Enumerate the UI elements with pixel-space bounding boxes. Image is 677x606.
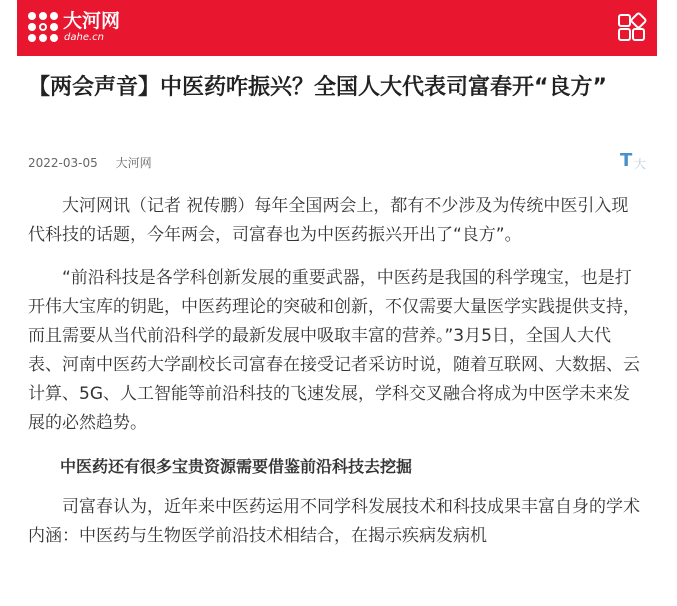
logo-wordmark — [63, 10, 133, 44]
article-date: 2022-03-05 — [28, 156, 98, 170]
article-paragraph: 大河网讯（记者 祝传鹏）每年全国两会上，都有不少涉及为传统中医引入现代科技的话题，今年两会，司富春也为中医药振兴开出了“良方”。 — [28, 196, 629, 245]
article-subheading: 中医药还有很多宝贵资源需要借鉴前沿科技去挖掘 — [60, 457, 413, 476]
font-toggle-small: 大 — [634, 157, 647, 171]
article-title: 【两会声音】中医药咋振兴？全国人大代表司富春开“良方” — [28, 75, 607, 100]
logo-dots-icon — [28, 12, 58, 42]
grid-menu-icon[interactable] — [618, 14, 645, 41]
article-paragraph: “前沿科技是各学科创新发展的重要武器，中医药是我国的科学瑰宝，也是打开伟大宝库的钥匙，中医药理论的突破和创新，不仅需要大量医学实践提供支持，而且需要从当代前沿科学的最新发展中吸取丰富的营养。”3月5日，全国人大代表、河南中医药大学副校长司富春在接受记者采访时说，随着互联网、大数据、云计算、5G、人工智能等前沿科技的飞速发展，学科交叉融合将成为中医学未来发展的必然趋势。 — [28, 268, 640, 433]
article-paragraph: 司富春认为，近年来中医药运用不同学科发展技术和科技成果丰富自身的学术内涵：中医药与生物医学前沿技术相结合，在揭示疾病发病机 — [28, 497, 640, 546]
site-header — [17, 0, 657, 56]
font-size-toggle-icon[interactable] — [620, 151, 650, 171]
article-body — [28, 192, 643, 565]
site-logo[interactable] — [28, 10, 133, 44]
logo-name-en: dahe.cn — [64, 32, 104, 43]
font-toggle-big: T — [620, 150, 633, 171]
logo-name-cn: 大河网 — [63, 10, 121, 32]
article-source: 大河网 — [115, 156, 152, 170]
article-meta — [28, 154, 166, 171]
